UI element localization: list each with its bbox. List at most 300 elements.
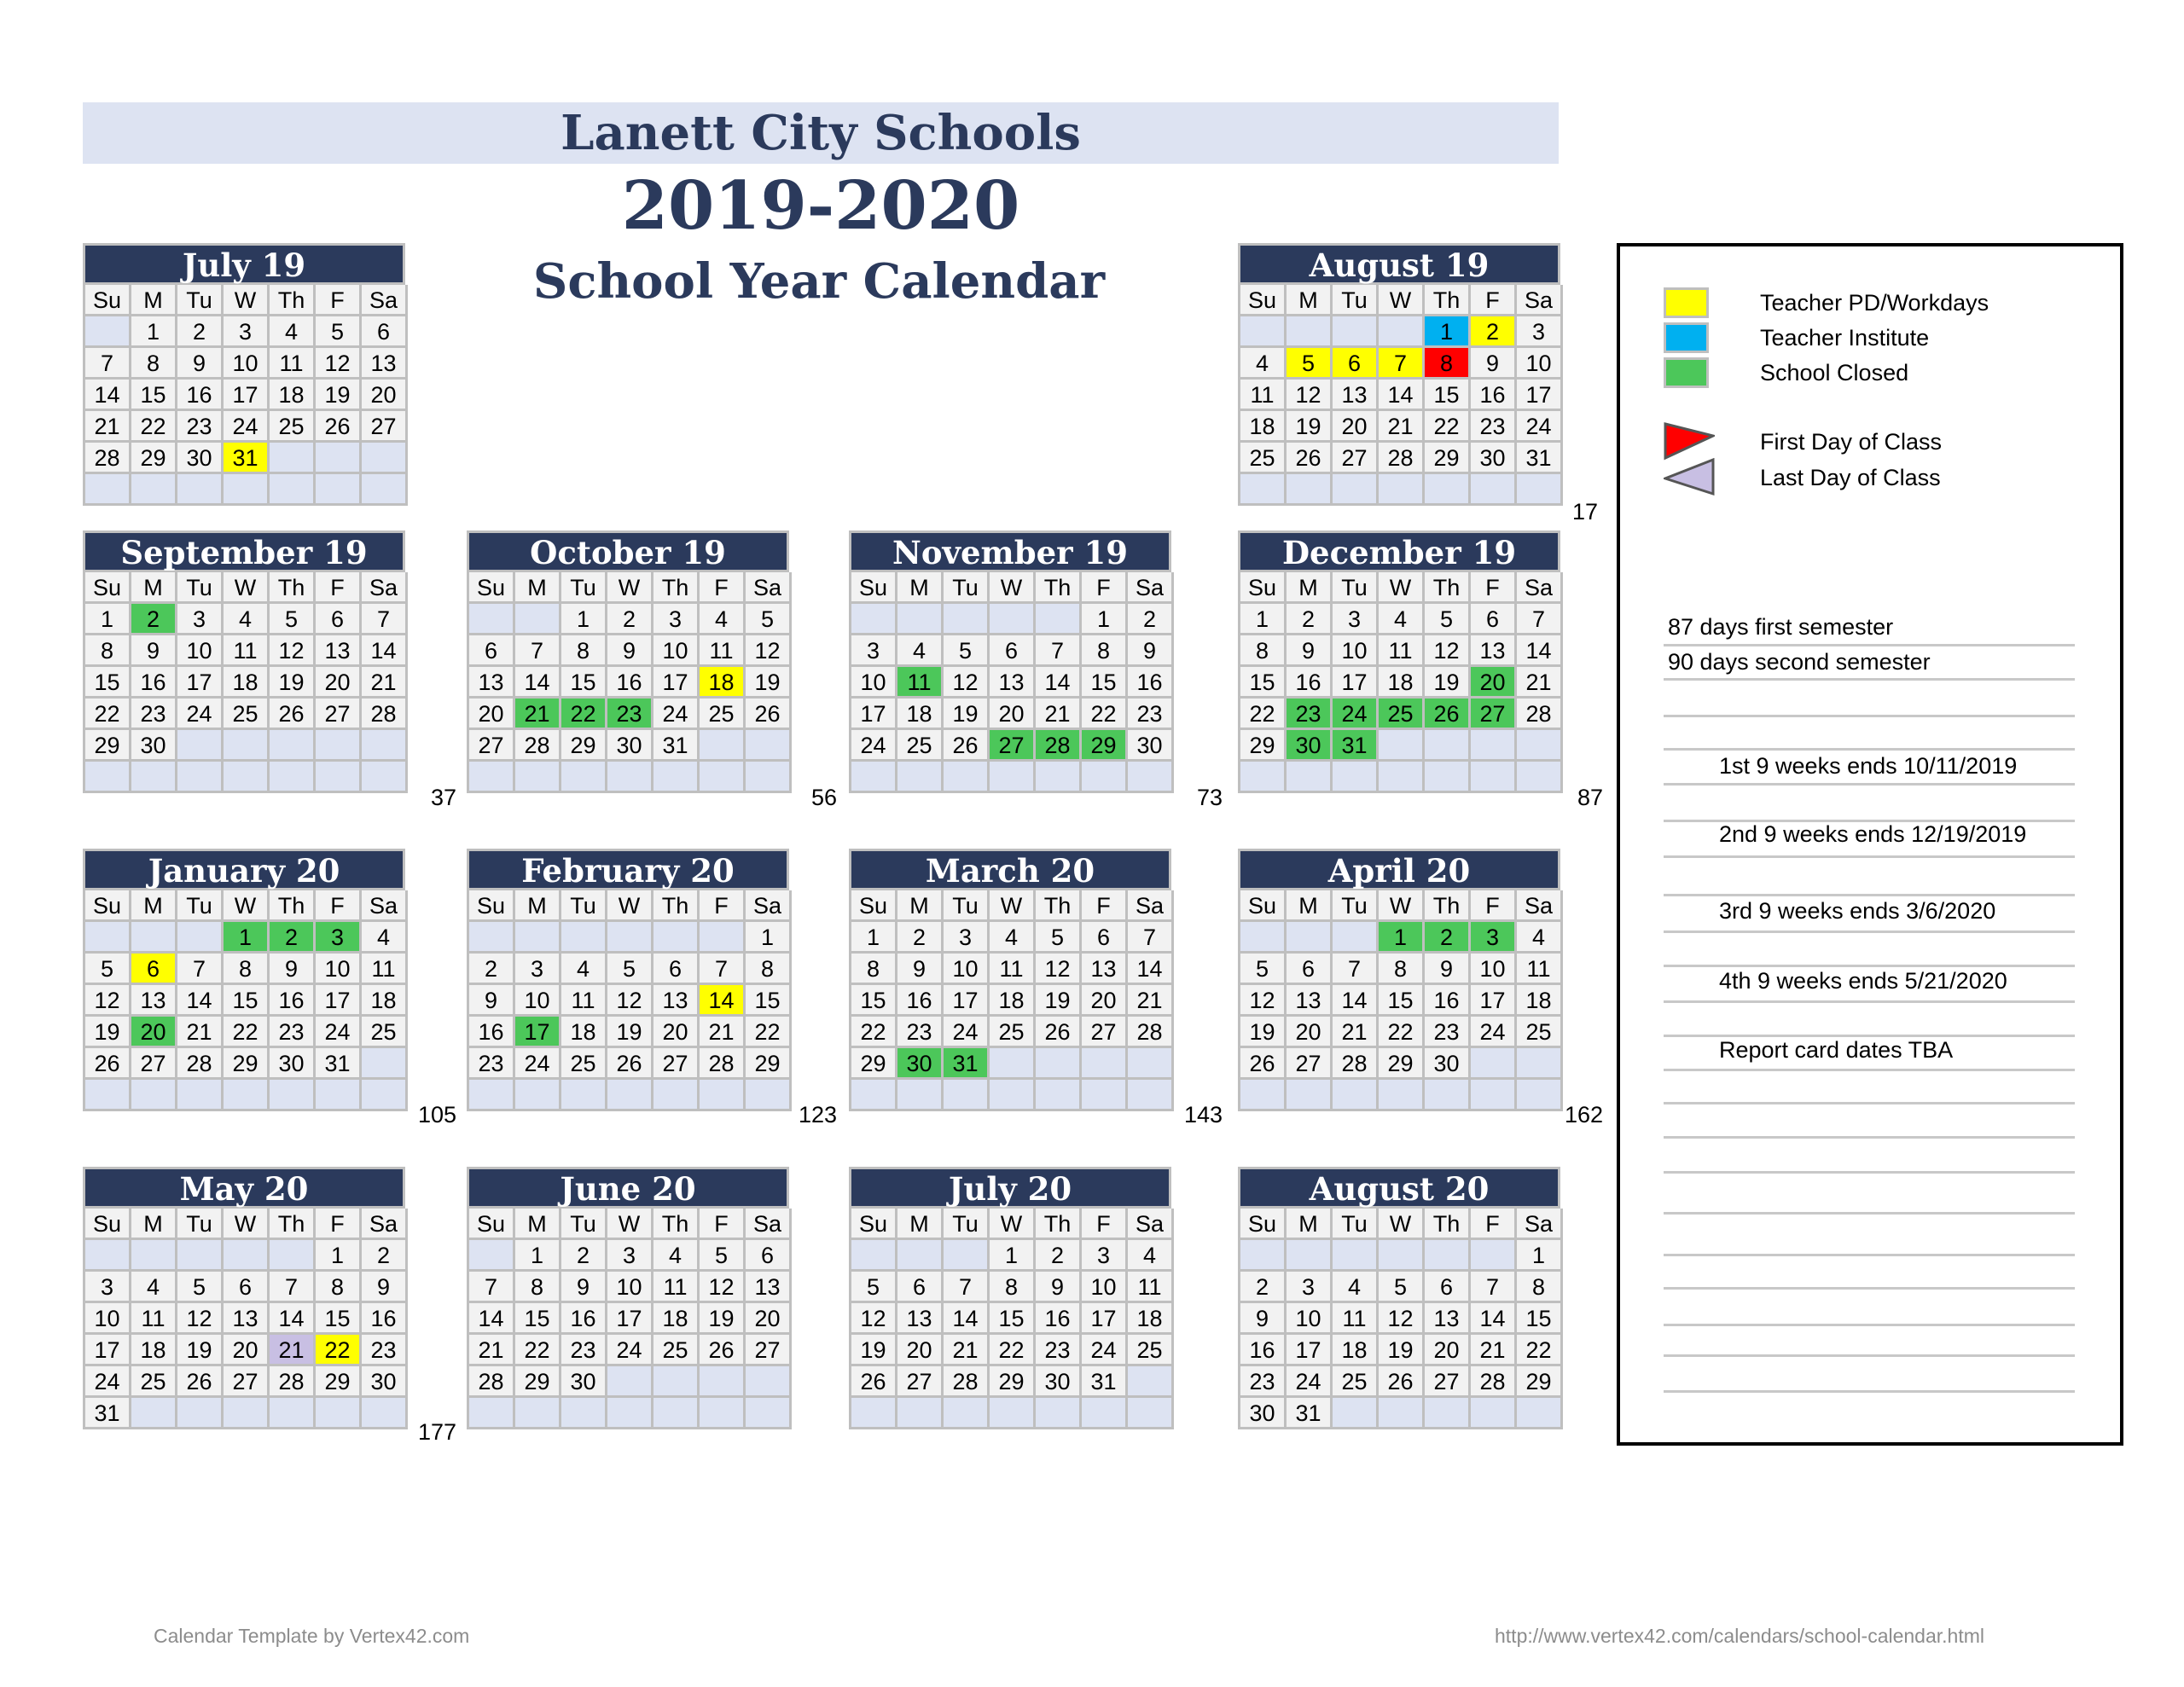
day-cell: 16	[1471, 380, 1517, 411]
legend-institute-label: Teacher Institute	[1760, 325, 1930, 351]
day-cell: 11	[1333, 1303, 1379, 1335]
day-cell: 23	[561, 1335, 607, 1366]
day-cell: 25	[990, 1017, 1036, 1048]
day-cell: 7	[1517, 604, 1563, 635]
day-cell: 23	[1036, 1335, 1082, 1366]
month-title: July 19	[83, 243, 405, 282]
day-cell: 2	[1471, 316, 1517, 348]
empty-cell	[700, 1398, 746, 1429]
empty-cell	[1036, 1080, 1082, 1111]
day-cell: 31	[944, 1048, 990, 1080]
day-cell: 25	[270, 411, 316, 443]
day-cell: 29	[746, 1048, 792, 1080]
day-cell: 2	[1128, 604, 1174, 635]
day-cell: 12	[1425, 635, 1471, 667]
weekday-header: Sa	[1517, 572, 1563, 604]
month-title: December 19	[1238, 530, 1560, 570]
day-cell: 21	[270, 1335, 316, 1366]
empty-cell	[1333, 474, 1379, 506]
day-cell: 19	[1240, 1017, 1287, 1048]
month-grid	[467, 1206, 789, 1429]
day-cell: 11	[897, 667, 944, 699]
weekday-header: W	[1379, 1209, 1425, 1240]
empty-cell	[944, 1240, 990, 1272]
day-cell: 3	[653, 604, 700, 635]
weekday-header: Th	[653, 890, 700, 922]
day-cell: 24	[1471, 1017, 1517, 1048]
day-cell: 23	[270, 1017, 316, 1048]
day-cell: 9	[1425, 954, 1471, 985]
empty-cell	[1379, 1398, 1425, 1429]
month-title: September 19	[83, 530, 405, 570]
day-cell: 25	[1240, 443, 1287, 474]
weekday-header: W	[607, 1209, 653, 1240]
day-cell: 3	[1333, 604, 1379, 635]
day-cell: 1	[515, 1240, 561, 1272]
day-cell: 14	[1128, 954, 1174, 985]
note-rule-line	[1664, 783, 2075, 786]
day-cell: 20	[746, 1303, 792, 1335]
day-cell: 2	[362, 1240, 408, 1272]
day-cell: 21	[85, 411, 131, 443]
day-cell: 21	[469, 1335, 515, 1366]
empty-cell	[362, 730, 408, 762]
empty-cell	[700, 922, 746, 954]
day-cell: 18	[897, 699, 944, 730]
day-cell: 19	[1287, 411, 1333, 443]
day-cell: 2	[177, 316, 224, 348]
day-cell: 20	[990, 699, 1036, 730]
day-cell: 17	[851, 699, 897, 730]
empty-cell	[1082, 1048, 1128, 1080]
day-cell: 22	[746, 1017, 792, 1048]
month-title: February 20	[467, 849, 789, 888]
month-grid	[1238, 282, 1560, 506]
day-cell: 14	[515, 667, 561, 699]
weekday-header: Sa	[362, 890, 408, 922]
day-cell: 26	[1425, 699, 1471, 730]
day-cell: 7	[85, 348, 131, 380]
day-cell: 23	[362, 1335, 408, 1366]
day-cell: 24	[607, 1335, 653, 1366]
weekday-header: W	[607, 890, 653, 922]
day-cell: 29	[1517, 1366, 1563, 1398]
empty-cell	[1333, 1240, 1379, 1272]
empty-cell	[700, 1366, 746, 1398]
day-cell: 18	[653, 1303, 700, 1335]
empty-cell	[1128, 762, 1174, 793]
weekday-header: Su	[469, 890, 515, 922]
day-cell: 13	[316, 635, 362, 667]
day-cell: 4	[700, 604, 746, 635]
weekday-header: Tu	[1333, 1209, 1379, 1240]
weekday-header: W	[607, 572, 653, 604]
empty-cell	[1333, 1080, 1379, 1111]
empty-cell	[1128, 1048, 1174, 1080]
weekday-header: Su	[851, 1209, 897, 1240]
empty-cell	[561, 922, 607, 954]
month-calendar	[467, 849, 789, 1111]
day-cell: 18	[362, 985, 408, 1017]
day-cell: 12	[1036, 954, 1082, 985]
day-cell: 8	[316, 1272, 362, 1303]
day-cell: 26	[607, 1048, 653, 1080]
day-cell: 9	[270, 954, 316, 985]
note-q2: 2nd 9 weeks ends 12/19/2019	[1719, 821, 2027, 847]
day-cell: 24	[1287, 1366, 1333, 1398]
note-rule-line	[1664, 894, 2075, 896]
empty-cell	[561, 1398, 607, 1429]
day-cell: 8	[1425, 348, 1471, 380]
empty-cell	[177, 474, 224, 506]
day-cell: 1	[1517, 1240, 1563, 1272]
day-cell: 22	[131, 411, 177, 443]
empty-cell	[851, 1240, 897, 1272]
day-cell: 14	[85, 380, 131, 411]
note-semester-1: 87 days first semester	[1668, 614, 1894, 640]
note-rule-line	[1664, 678, 2075, 681]
day-cell: 8	[1082, 635, 1128, 667]
empty-cell	[515, 922, 561, 954]
day-cell: 14	[1471, 1303, 1517, 1335]
empty-cell	[177, 1080, 224, 1111]
day-cell: 16	[270, 985, 316, 1017]
day-cell: 7	[1471, 1272, 1517, 1303]
empty-cell	[944, 1398, 990, 1429]
day-cell: 9	[1036, 1272, 1082, 1303]
day-cell: 23	[1471, 411, 1517, 443]
day-cell: 6	[224, 1272, 270, 1303]
day-cell: 1	[746, 922, 792, 954]
day-cell: 20	[131, 1017, 177, 1048]
empty-cell	[1240, 762, 1287, 793]
note-rule-line	[1664, 1069, 2075, 1071]
day-cell: 15	[1379, 985, 1425, 1017]
day-cell: 21	[1517, 667, 1563, 699]
day-cell: 10	[316, 954, 362, 985]
weekday-header: W	[224, 572, 270, 604]
empty-cell	[1333, 762, 1379, 793]
empty-cell	[700, 762, 746, 793]
day-cell: 29	[224, 1048, 270, 1080]
day-cell: 15	[85, 667, 131, 699]
note-rule-line	[1664, 930, 2075, 933]
empty-cell	[469, 1080, 515, 1111]
day-cell: 7	[515, 635, 561, 667]
day-cell: 10	[851, 667, 897, 699]
weekday-header: Th	[653, 572, 700, 604]
day-cell: 10	[1471, 954, 1517, 985]
empty-cell	[746, 762, 792, 793]
day-cell: 22	[1379, 1017, 1425, 1048]
empty-cell	[1425, 1398, 1471, 1429]
day-cell: 16	[607, 667, 653, 699]
day-cell: 4	[897, 635, 944, 667]
weekday-header: Sa	[1128, 890, 1174, 922]
day-cell: 22	[851, 1017, 897, 1048]
month-grid	[83, 282, 405, 506]
day-cell: 1	[561, 604, 607, 635]
day-cell: 17	[1333, 667, 1379, 699]
day-cell: 16	[177, 380, 224, 411]
weekday-header: Tu	[177, 572, 224, 604]
day-cell: 13	[224, 1303, 270, 1335]
day-cell: 18	[270, 380, 316, 411]
day-cell: 6	[1082, 922, 1128, 954]
day-cell: 12	[316, 348, 362, 380]
day-cell: 7	[1036, 635, 1082, 667]
empty-cell	[85, 762, 131, 793]
day-cell: 3	[515, 954, 561, 985]
month-calendar	[467, 1167, 789, 1429]
day-cell: 9	[362, 1272, 408, 1303]
empty-cell	[1471, 730, 1517, 762]
month-grid	[83, 1206, 405, 1429]
empty-cell	[177, 1398, 224, 1429]
empty-cell	[85, 922, 131, 954]
empty-cell	[1082, 762, 1128, 793]
month-title: August 20	[1238, 1167, 1560, 1206]
empty-cell	[316, 474, 362, 506]
note-rule-line	[1664, 1035, 2075, 1037]
day-cell: 27	[653, 1048, 700, 1080]
legend-pd-label: Teacher PD/Workdays	[1760, 290, 1989, 316]
empty-cell	[469, 922, 515, 954]
empty-cell	[224, 474, 270, 506]
day-cell: 1	[1379, 922, 1425, 954]
weekday-header: M	[897, 572, 944, 604]
empty-cell	[561, 1080, 607, 1111]
weekday-header: M	[1287, 1209, 1333, 1240]
day-cell: 29	[85, 730, 131, 762]
day-cell: 23	[469, 1048, 515, 1080]
day-cell: 26	[944, 730, 990, 762]
day-cell: 24	[85, 1366, 131, 1398]
weekday-header: W	[1379, 285, 1425, 316]
empty-cell	[1471, 1080, 1517, 1111]
day-cell: 23	[1128, 699, 1174, 730]
day-cell: 29	[1379, 1048, 1425, 1080]
day-cell: 8	[131, 348, 177, 380]
day-cell: 23	[897, 1017, 944, 1048]
empty-cell	[1333, 922, 1379, 954]
empty-cell	[990, 1048, 1036, 1080]
day-cell: 16	[469, 1017, 515, 1048]
day-cell: 4	[131, 1272, 177, 1303]
weekday-header: Tu	[177, 285, 224, 316]
month-grid	[467, 570, 789, 793]
month-grid	[849, 888, 1171, 1111]
weekday-header: F	[1082, 890, 1128, 922]
day-cell: 24	[316, 1017, 362, 1048]
day-cell: 16	[561, 1303, 607, 1335]
day-cell: 28	[270, 1366, 316, 1398]
day-cell: 26	[177, 1366, 224, 1398]
empty-cell	[1240, 1080, 1287, 1111]
weekday-header: Th	[270, 285, 316, 316]
day-cell: 27	[224, 1366, 270, 1398]
day-cell: 18	[1240, 411, 1287, 443]
day-cell: 7	[1333, 954, 1379, 985]
month-title: April 20	[1238, 849, 1560, 888]
note-rule-line	[1664, 1102, 2075, 1104]
empty-cell	[362, 1398, 408, 1429]
day-cell: 8	[1517, 1272, 1563, 1303]
day-cell: 17	[224, 380, 270, 411]
empty-cell	[177, 762, 224, 793]
day-cell: 13	[1082, 954, 1128, 985]
day-cell: 9	[131, 635, 177, 667]
empty-cell	[990, 604, 1036, 635]
day-cell: 1	[131, 316, 177, 348]
weekday-header: Tu	[1333, 890, 1379, 922]
day-cell: 27	[990, 730, 1036, 762]
day-cell: 20	[1333, 411, 1379, 443]
weekday-header: Tu	[1333, 285, 1379, 316]
empty-cell	[1517, 762, 1563, 793]
day-cell: 30	[607, 730, 653, 762]
note-rule-line	[1664, 1287, 2075, 1290]
note-rule-line	[1664, 1212, 2075, 1215]
weekday-header: F	[316, 1209, 362, 1240]
empty-cell	[316, 730, 362, 762]
empty-cell	[607, 1366, 653, 1398]
day-cell: 22	[1240, 699, 1287, 730]
empty-cell	[515, 1080, 561, 1111]
day-cell: 5	[1036, 922, 1082, 954]
empty-cell	[362, 474, 408, 506]
day-cell: 25	[1379, 699, 1425, 730]
day-cell: 20	[362, 380, 408, 411]
day-cell: 2	[897, 922, 944, 954]
month-title: March 20	[849, 849, 1171, 888]
weekday-header: F	[1082, 572, 1128, 604]
pd-swatch	[1664, 287, 1709, 318]
day-cell: 6	[469, 635, 515, 667]
weekday-header: Tu	[177, 1209, 224, 1240]
day-cell: 4	[653, 1240, 700, 1272]
empty-cell	[746, 1366, 792, 1398]
day-cell: 8	[851, 954, 897, 985]
note-rule-line	[1664, 1390, 2075, 1393]
note-rule-line	[1664, 748, 2075, 751]
day-cell: 29	[131, 443, 177, 474]
day-cell: 14	[177, 985, 224, 1017]
day-cell: 30	[362, 1366, 408, 1398]
weekday-header: Th	[1425, 890, 1471, 922]
empty-cell	[1379, 762, 1425, 793]
day-cell: 2	[1240, 1272, 1287, 1303]
month-grid	[1238, 1206, 1560, 1429]
day-cell: 3	[85, 1272, 131, 1303]
empty-cell	[944, 1080, 990, 1111]
weekday-header: M	[515, 1209, 561, 1240]
day-cell: 13	[746, 1272, 792, 1303]
day-cell: 2	[469, 954, 515, 985]
note-rule-line	[1664, 644, 2075, 646]
day-cell: 8	[561, 635, 607, 667]
day-cell: 13	[1425, 1303, 1471, 1335]
day-cell: 17	[1517, 380, 1563, 411]
day-cell: 22	[1082, 699, 1128, 730]
note-rule-line	[1664, 855, 2075, 858]
day-cell: 5	[607, 954, 653, 985]
day-cell: 11	[362, 954, 408, 985]
weekday-header: F	[1471, 285, 1517, 316]
note-rule-line	[1664, 1171, 2075, 1174]
weekday-header: Tu	[561, 890, 607, 922]
empty-cell	[851, 1080, 897, 1111]
day-cell: 28	[1333, 1048, 1379, 1080]
empty-cell	[362, 1048, 408, 1080]
weekday-header: Th	[1036, 572, 1082, 604]
day-cell: 28	[515, 730, 561, 762]
empty-cell	[851, 762, 897, 793]
day-cell: 15	[1082, 667, 1128, 699]
day-cell: 10	[1333, 635, 1379, 667]
day-cell: 17	[1471, 985, 1517, 1017]
day-cell: 12	[85, 985, 131, 1017]
empty-cell	[561, 762, 607, 793]
weekday-header: M	[131, 890, 177, 922]
month-grid	[1238, 888, 1560, 1111]
empty-cell	[1082, 1398, 1128, 1429]
day-cell: 3	[1287, 1272, 1333, 1303]
day-cell: 20	[653, 1017, 700, 1048]
day-cell: 5	[1379, 1272, 1425, 1303]
day-cell: 15	[131, 380, 177, 411]
day-count: 56	[811, 785, 838, 810]
day-cell: 27	[131, 1048, 177, 1080]
weekday-header: F	[700, 572, 746, 604]
day-cell: 3	[851, 635, 897, 667]
day-cell: 6	[1425, 1272, 1471, 1303]
day-cell: 21	[700, 1017, 746, 1048]
day-cell: 24	[1082, 1335, 1128, 1366]
day-cell: 3	[944, 922, 990, 954]
empty-cell	[316, 443, 362, 474]
day-cell: 10	[1082, 1272, 1128, 1303]
note-rule-line	[1664, 1354, 2075, 1357]
day-cell: 20	[316, 667, 362, 699]
legend-first-day-label: First Day of Class	[1760, 429, 1943, 455]
day-cell: 4	[1517, 922, 1563, 954]
empty-cell	[316, 762, 362, 793]
empty-cell	[1379, 1080, 1425, 1111]
day-cell: 12	[1287, 380, 1333, 411]
day-cell: 7	[944, 1272, 990, 1303]
empty-cell	[224, 730, 270, 762]
day-cell: 6	[1333, 348, 1379, 380]
day-cell: 26	[85, 1048, 131, 1080]
empty-cell	[1517, 474, 1563, 506]
empty-cell	[1333, 1398, 1379, 1429]
day-cell: 28	[469, 1366, 515, 1398]
day-cell: 31	[653, 730, 700, 762]
day-cell: 19	[1425, 667, 1471, 699]
day-cell: 9	[1287, 635, 1333, 667]
day-cell: 5	[177, 1272, 224, 1303]
day-cell: 10	[177, 635, 224, 667]
day-cell: 12	[1379, 1303, 1425, 1335]
day-cell: 19	[316, 380, 362, 411]
empty-cell	[653, 1080, 700, 1111]
day-cell: 19	[1036, 985, 1082, 1017]
day-cell: 26	[270, 699, 316, 730]
empty-cell	[897, 1080, 944, 1111]
weekday-header: Th	[1425, 1209, 1471, 1240]
day-cell: 14	[1517, 635, 1563, 667]
